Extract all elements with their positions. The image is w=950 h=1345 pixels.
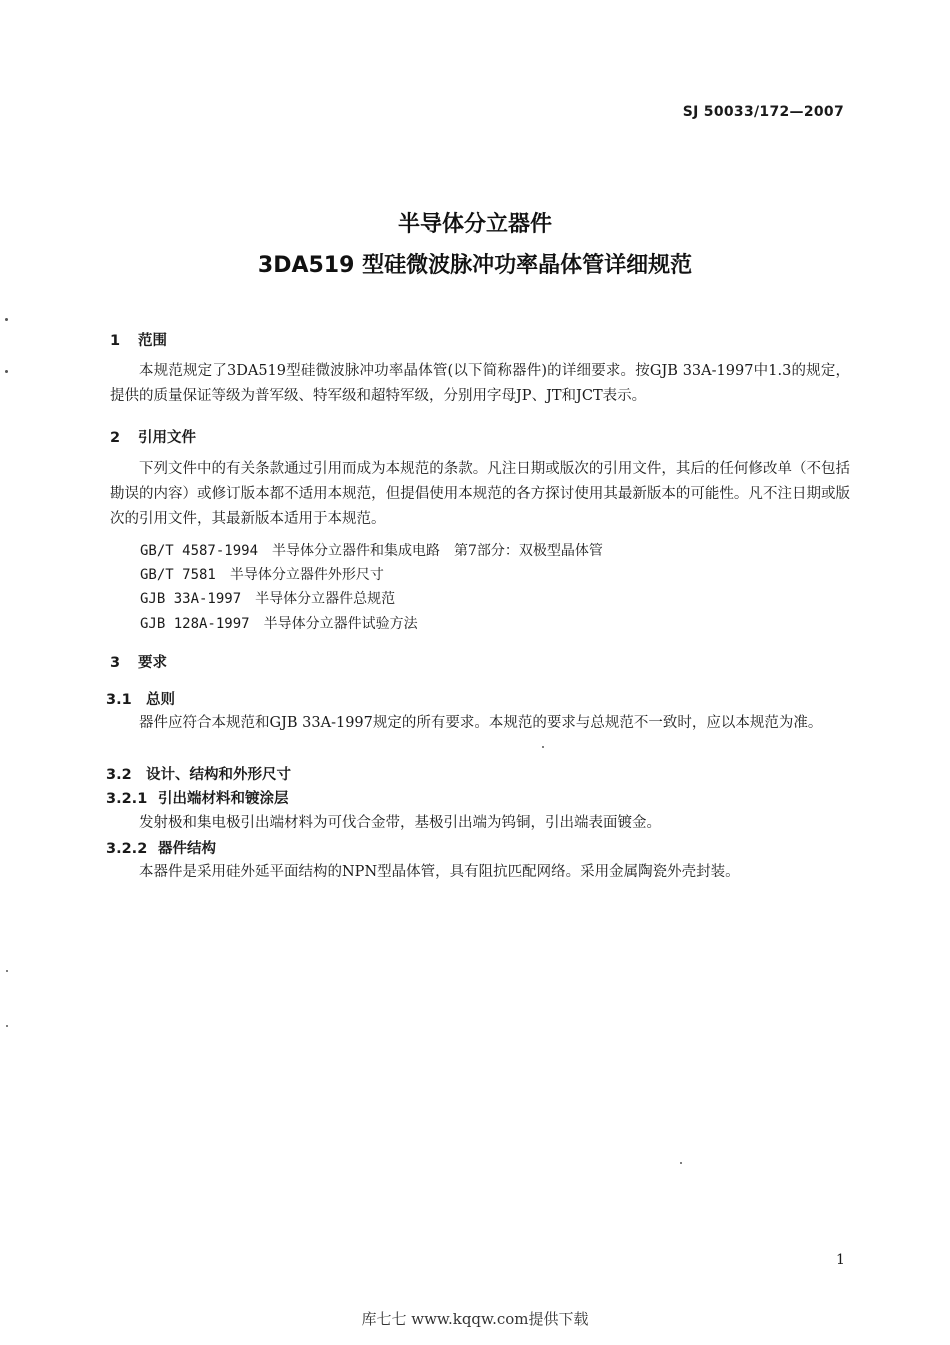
reference-title: 半导体分立器件外形尺寸	[229, 567, 384, 583]
section-number: 1	[110, 333, 121, 349]
scan-speck	[6, 970, 8, 972]
section-3-2-heading	[106, 763, 291, 784]
section-number: 3.1	[106, 692, 132, 708]
section-3-2-2-paragraph: 本器件是采用硅外延平面结构的NPN型晶体管，具有阻抗匹配网络。采用金属陶瓷外壳封装。	[139, 864, 740, 880]
reference-title: 半导体分立器件总规范	[255, 591, 396, 607]
section-2-paragraph: 下列文件中的有关条款通过引用而成为本规范的条款。凡注日期或版次的引用文件，其后的任何修改单（不包括勘误的内容）或修订版本都不适用本规范，但提倡使用本规范的各方探讨使用其最新版本的可能性。凡不注日期或版次的引用文件，其最新版本适用于本规范。	[110, 461, 850, 527]
reference-code: GJB 33A-1997	[140, 591, 242, 607]
document-title-line2: 3DA519 型硅微波脉冲功率晶体管详细规范	[257, 253, 693, 278]
section-number: 3.2	[106, 767, 132, 783]
section-2-heading	[110, 426, 196, 447]
section-1-paragraph: 本规范规定了3DA519型硅微波脉冲功率晶体管(以下简称器件)的详细要求。按GJB 33A-1997中1.3的规定，提供的质量保证等级为普军级、特军级和超特军级，分别用字母JP、JT和JCT表示。	[110, 363, 850, 404]
section-title: 引用文件	[138, 430, 196, 446]
section-3-1-heading	[106, 688, 175, 709]
reference-title: 半导体分立器件试验方法	[263, 616, 418, 632]
section-3-1-paragraph: 器件应符合本规范和GJB 33A-1997规定的所有要求。本规范的要求与总规范不一致时，应以本规范为准。	[139, 715, 823, 731]
section-3-2-1-paragraph: 发射极和集电极引出端材料为可伐合金带，基极引出端为钨铜，引出端表面镀金。	[139, 815, 661, 831]
scan-speck	[5, 370, 8, 373]
scan-speck	[542, 746, 544, 748]
standard-number: SJ 50033/172—2007	[682, 104, 844, 120]
section-title: 范围	[138, 333, 167, 349]
scan-speck	[680, 1162, 682, 1164]
section-title: 引出端材料和镀涂层	[158, 791, 289, 807]
document-title-line1: 半导体分立器件	[397, 212, 552, 237]
reference-code: GJB 128A-1997	[140, 616, 250, 632]
section-title: 要求	[138, 655, 167, 671]
reference-code: GB/T 4587-1994	[140, 543, 259, 559]
reference-item	[140, 540, 603, 560]
section-number: 2	[110, 430, 121, 446]
section-title: 总则	[146, 692, 175, 708]
reference-title: 半导体分立器件和集成电路 第7部分：双极型晶体管	[272, 543, 603, 559]
scan-speck	[5, 318, 8, 321]
section-number: 3.2.2	[106, 841, 148, 857]
download-footer: 库七七 www.kqqw.com提供下载	[361, 1310, 589, 1328]
section-3-2-2-heading	[106, 837, 216, 858]
section-title: 器件结构	[158, 841, 216, 857]
reference-item	[140, 564, 384, 584]
page-number: 1	[836, 1252, 845, 1268]
scan-speck	[6, 1025, 8, 1027]
section-3-2-1-heading	[106, 787, 289, 808]
reference-code: GB/T 7581	[140, 567, 216, 583]
section-3-heading	[110, 651, 167, 672]
section-1-heading	[110, 329, 167, 350]
section-title: 设计、结构和外形尺寸	[146, 767, 291, 783]
reference-item	[140, 613, 418, 633]
section-number: 3.2.1	[106, 791, 148, 807]
section-number: 3	[110, 655, 121, 671]
reference-item	[140, 588, 395, 608]
